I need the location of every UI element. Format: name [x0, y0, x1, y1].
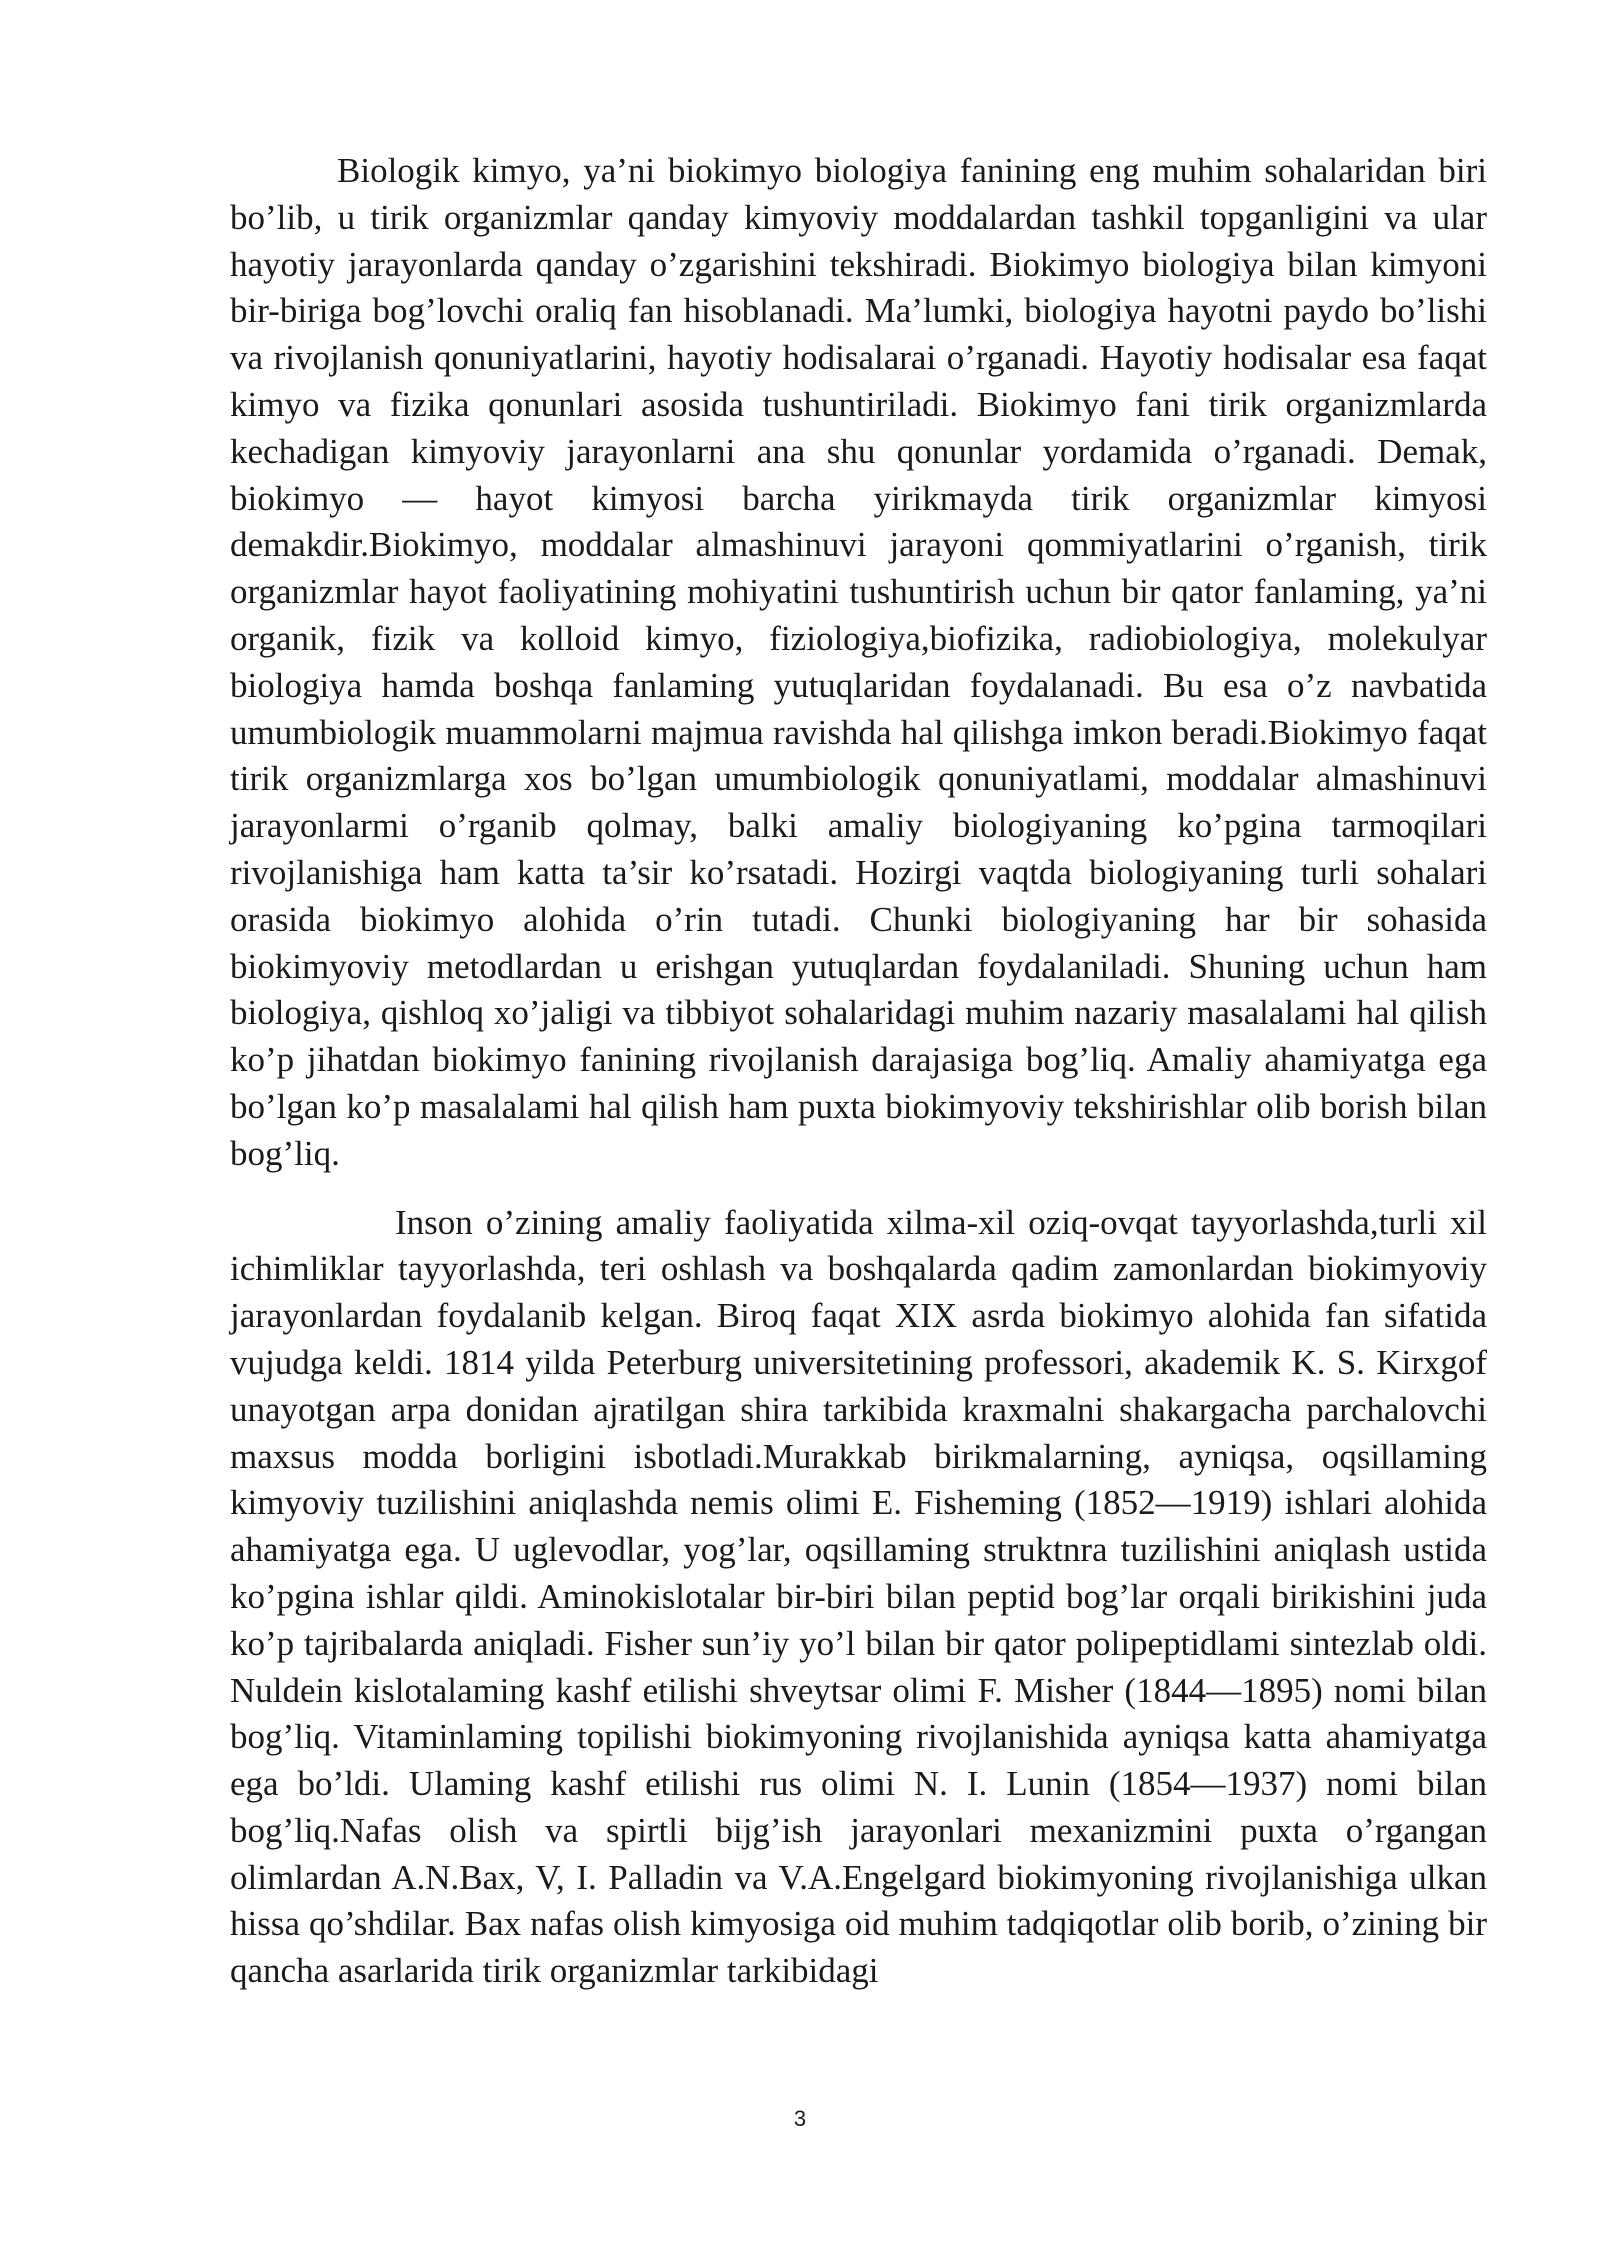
document-body — [230, 148, 1487, 1995]
page-number: 3 — [793, 2106, 807, 2131]
paragraph-2: Inson o’zining amaliy faoliyatida xilma-xil oziq-ovqat tayyorlashda,turli xil ichimliklar tayyorlashda, teri oshlash va boshqalarda qadim zamonlardan biokimyoviy jarayonlardan foydalanib kelgan. Biroq faqat XIX asrda biokimyo alohida fan sifatida vujudga keldi. 1814 yilda Peterburg universitetining professori, akademik K. S. Kirxgof unayotgan arpa donidan ajratilgan shira tarkibida kraxmalni shakargacha parchalovchi maxsus modda borligini isbotladi.Murakkab birikmalarning, ayniqsa, oqsillaming kimyoviy tuzilishini aniqlashda nemis olimi E. Fisheming (1852—1919) ishlari alohida ahamiyatga ega. U uglevodlar, yog’lar, oqsillaming struktnra tuzilishini aniqlash ustida ko’pgina ishlar qildi. Aminokislotalar bir-biri bilan peptid bog’lar orqali birikishini juda ko’p tajribalarda aniqladi. Fisher sun’iy yo’l bilan bir qator polipeptidlami sintezlab oldi. Nuldein kislotalaming kashf etilishi shveytsar olimi F. Misher (1844—1895) nomi bilan bog’liq. Vitaminlaming topilishi biokimyoning rivojlanishida ayniqsa katta ahamiyatga ega bo’ldi. Ulaming kashf etilishi rus olimi N. I. Lunin (1854—1937) nomi bilan bog’liq.Nafas olish va spirtli bijg’ish jarayonlari mexanizmini puxta o’rgangan olimlardan A.N.Bax, V, I. Palladin va V.A.Engelgard biokimyoning rivojlanishiga ulkan hissa qo’shdilar. Bax nafas olish kimyosiga oid muhim tadqiqotlar olib borib, o’zining bir qancha asarlarida tirik organizmlar tarkibidagi — [230, 1202, 1487, 1991]
paragraph-1: Biologik kimyo, ya’ni biokimyo biologiya fanining eng muhim sohalaridan biri bo’lib, u tirik organizmlar qanday kimyoviy moddalardan tashkil topganligini va ular hayotiy jarayonlarda qanday o’zgarishini tekshiradi. Biokimyo biologiya bilan kimyoni bir-biriga bog’lovchi oraliq fan hisoblanadi. Ma’lumki, biologiya hayotni paydo bo’lishi va rivojlanish qonuniyatlarini, hayotiy hodisalarai o’rganadi. Hayotiy hodisalar esa faqat kimyo va fizika qonunlari asosida tushuntiriladi. Biokimyo fani tirik organizmlarda kechadigan kimyoviy jarayonlarni ana shu qonunlar yordamida o’rganadi. Demak, biokimyo — hayot kimyosi barcha yirikmayda tirik organizmlar kimyosi demakdir.Biokimyo, moddalar almashinuvi jarayoni qommiyatlarini o’rganish, tirik organizmlar hayot faoliyatining mohiyatini tushuntirish uchun bir qator fanlaming, ya’ni organik, fizik va kolloid kimyo, fiziologiya,biofizika, radiobiologiya, molekulyar biologiya hamda boshqa fanlaming yutuqlaridan foydalanadi. Bu esa o’z navbatida umumbiologik muammolarni majmua ravishda hal qilishga imkon beradi.Biokimyo faqat tirik organizmlarga xos bo’lgan umumbiologik qonuniyatlami, moddalar almashinuvi jarayonlarmi o’rganib qolmay, balki amaliy biologiyaning ko’pgina tarmoqilari rivojlanishiga ham katta ta’sir ko’rsatadi. Hozirgi vaqtda biologiyaning turli sohalari orasida biokimyo alohida o’rin tutadi. Chunki biologiyaning har bir sohasida biokimyoviy metodlardan u erishgan yutuqlardan foydalaniladi. Shuning uchun ham biologiya, qishloq xo’jaligi va tibbiyot sohalaridagi muhim nazariy masalalami hal qilish ko’p jihatdan biokimyo fanining rivojlanish darajasiga bog’liq. Amaliy ahamiyatga ega bo’lgan ko’p masalalami hal qilish ham puxta biokimyoviy tekshirishlar olib borish bilan bog’liq. — [230, 151, 1487, 1173]
